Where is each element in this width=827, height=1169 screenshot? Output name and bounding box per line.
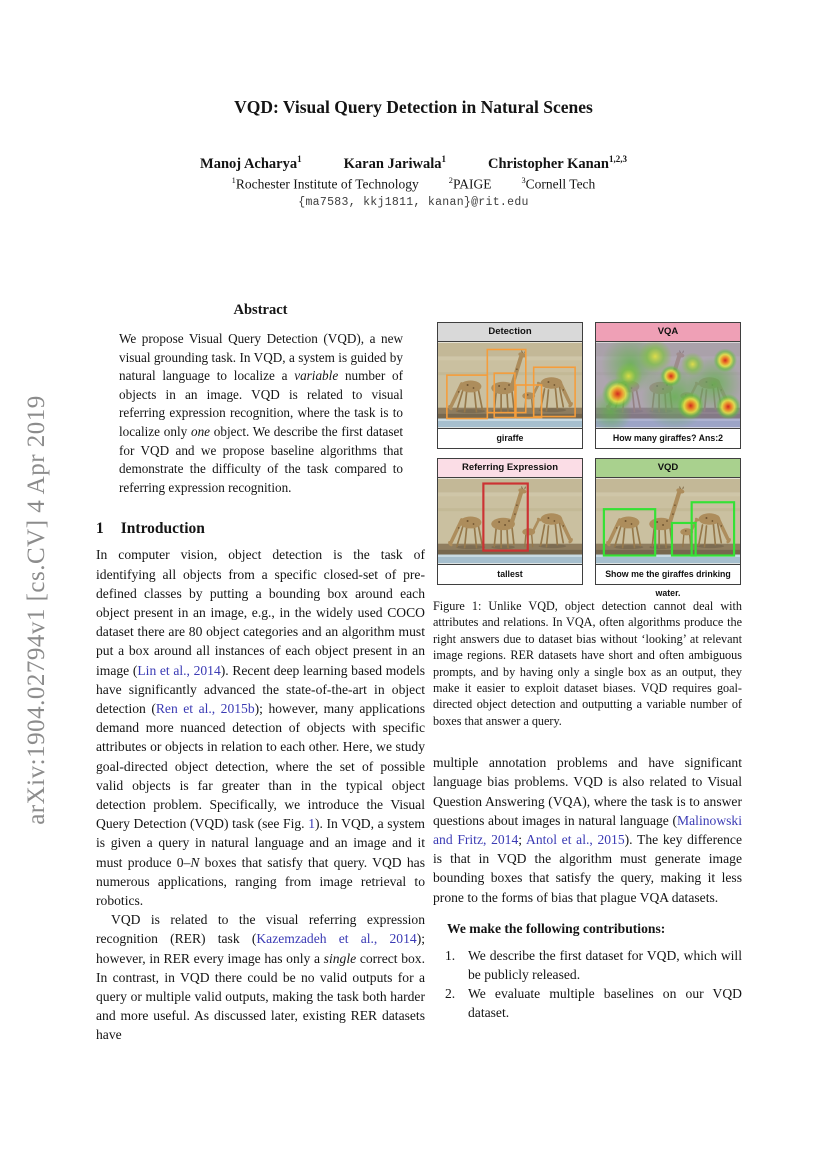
abstract-heading: Abstract [233,302,288,318]
citation-link[interactable]: Antol et al., 2015 [526,832,625,848]
intro-paragraph-3: multiple annotation problems and have significant language bias problems. VQD is also related to Visual Question Answering (VQA), where the task is to answer questions about images in natural language (Malinowski and Fritz, 2014; Antol et al., 2015). The key difference is that in VQD the algorithm must generate image bounding boxes that satisfy the query, making it less prone to the forms of bias that plague VQA datasets. [433,755,742,905]
figure-panel-vqd [595,458,741,598]
intro-paragraph-2: VQD is related to the visual referring expression recognition (RER) task (Kazemzadeh et al., 2014); however, in RER every image has only a single correct box. In contrast, in VQD there could be no valid outputs for a query or multiple valid outputs, making the task both harder and more useful. As discussed later, existing RER datasets have [96,912,425,1043]
giraffe-scene-detection [438,342,582,428]
affiliation: $^3$Cornell Tech [521,176,596,192]
left-column [96,302,425,1045]
panel-caption-detection: giraffe [438,428,582,448]
citation-link[interactable]: Lin et al., 2014 [137,662,221,678]
affiliations-line [60,176,767,193]
giraffe-scene-vqd [596,478,740,564]
figure-panel-detection [437,322,583,449]
email-line: {ma7583, kkj1811, kanan}@rit.edu [298,196,529,209]
vqa-attention-heatmap [596,342,740,428]
giraffe-scene-vqa-heatmap [596,342,740,428]
section-heading-introduction [96,520,425,538]
panel-caption-vqa: How many giraffes? Ans:2 [596,428,740,448]
author: Karan Jariwala$^1$ [343,154,446,172]
intro-paragraph-1: In computer vision, object detection is the task of identifying all objects from a specific closed-set of pre-defined classes by putting a bounding box around each object present in an image, e.g., in the widely used COCO dataset there are 80 object categories and an algorithm must put a box around all instances of each object present in an image (Lin et al., 2014). Recent deep learning based models have significantly advanced the state-of-the-art in object detection (Ren et al., 2015b); however, many applications demand more nuanced detection of objects with specific attributes or objects in relation to each other. Here, we study goal-directed object detection, where the set of possible valid objects is far greater than in the typical object detection problem. Specifically, we introduce the Visual Query Detection (VQD) task (see Fig. 1). In VQD, a system is given a query in natural language and an image and it must produce 0–N boxes that satisfy that query. VQD has numerous applications, ranging from image retrieval to robotics. [96,547,426,908]
affiliation: $^2$PAIGE [448,176,492,192]
panel-header-vqa: VQA [596,323,740,342]
section-title: Introduction [120,520,205,538]
figure-1-caption: Figure 1: Unlike VQD, object detection cannot deal with attributes and relations. In VQA, often algorithms produce the right answers due to dataset bias without ‘looking’ at relevant image regions. RER datasets have short and often ambiguous prompts, and by having only a single box as an output, they make it easier to exploit dataset biases. VQD requires goal-directed object detection and outputting a variable number of boxes that answer a query. [433,599,742,728]
right-column [433,322,742,1023]
affiliation: $^1$Rochester Institute of Technology [231,176,419,192]
panel-header-vqd: VQD [596,459,740,478]
abstract-body: We propose Visual Query Detection (VQD), a new visual grounding task. In VQD, a system is guided by natural language to localize a variable number of objects in an image. VQD is related to visual referring expression recognition, where the task is to localize only one object. We describe the first dataset for VQD and we propose baseline algorithms that demonstrate the difficulty of the task compared to referring expression recognition. [119,331,403,495]
figure-panel-grid [437,322,742,598]
author: Manoj Acharya$^1$ [200,154,302,172]
contributions-list [443,946,742,1023]
paper-title: VQD: Visual Query Detection in Natural Scenes [234,97,593,117]
figure-1 [433,322,742,729]
panel-header-detection: Detection [438,323,582,342]
panel-caption-vqd: Show me the giraffes drinking water. [596,564,740,584]
figure-panel-referring-expression [437,458,583,585]
contributions-heading: We make the following contributions: [447,920,666,936]
citation-link[interactable]: 1 [308,816,315,832]
author: Christopher Kanan$^{1,2,3}$ [487,154,627,172]
contribution-item: 2. We evaluate multiple baselines on our VQD dataset. [445,986,742,1021]
panel-caption-referring-expression: tallest [438,564,582,584]
arxiv-watermark: arXiv:1904.02794v1 [cs.CV] 4 Apr 2019 [23,395,50,825]
authors-line [60,154,767,173]
citation-link[interactable]: Ren et al., 2015b [155,700,255,716]
panel-header-referring-expression: Referring Expression [438,459,582,478]
citation-link[interactable]: Kazemzadeh et al., 2014 [256,931,417,947]
section-number: 1 [96,520,104,538]
citation-link[interactable]: Malinowski and Fritz, 2014 [433,812,742,848]
giraffe-scene-referring-expression [438,478,582,564]
contribution-item: 1. We describe the first dataset for VQD, which will be publicly released. [445,947,742,983]
figure-panel-vqa [595,322,741,449]
